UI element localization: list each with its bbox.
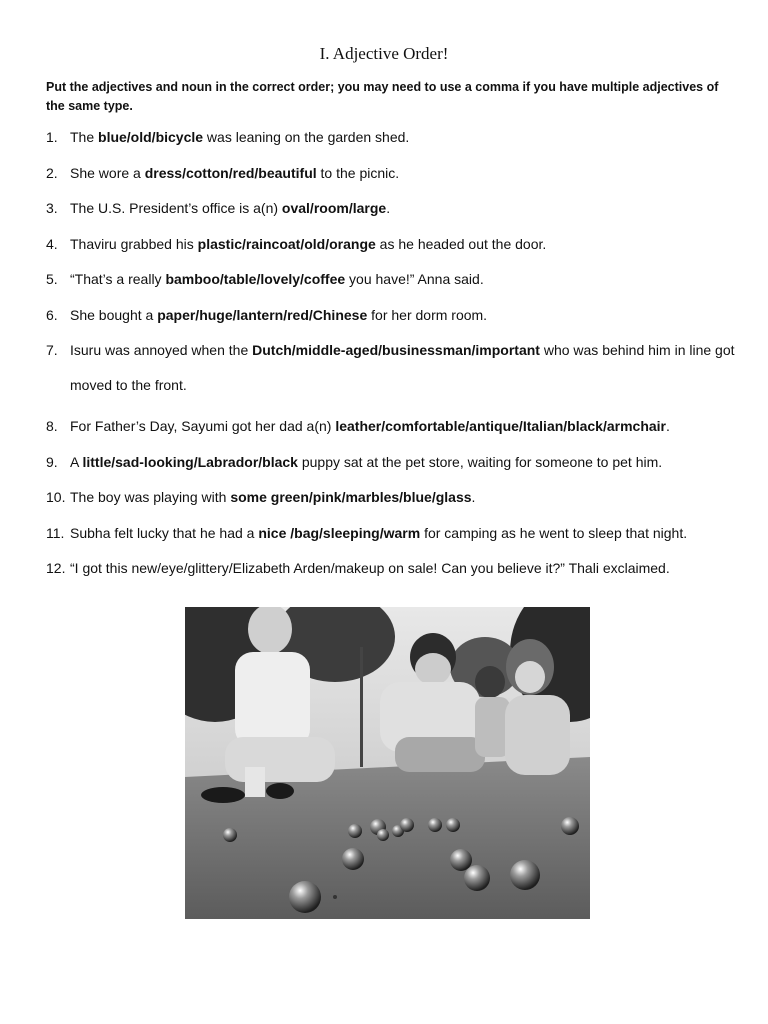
sentence-text: . xyxy=(386,200,391,216)
exercise-sentence xyxy=(70,555,736,581)
sentence-text: The xyxy=(70,129,99,145)
exercise-sentence xyxy=(70,302,736,328)
exercise-item xyxy=(46,195,736,221)
exercise-number: 10. xyxy=(46,489,66,505)
sentence-text: to the picnic. xyxy=(316,164,400,181)
exercise-list xyxy=(46,124,736,591)
worksheet-title: I. Adjective Order! xyxy=(319,44,449,63)
exercise-number: 1. xyxy=(46,129,58,145)
sentence-text: was leaning on the garden shed. xyxy=(203,129,410,145)
adjective-group: paper/huge/lantern/red/Chinese xyxy=(157,306,368,323)
sentence-text: who was behind him in line got moved to the front. xyxy=(70,341,735,393)
instructions-text: Put the adjectives and noun in the correct order; you may need to use a comma if you have multiple adjectives of the same type. xyxy=(46,80,719,113)
exercise-item xyxy=(46,413,736,439)
sentence-text: A xyxy=(70,453,83,470)
sentence-text: “That’s a really xyxy=(70,271,166,287)
exercise-item xyxy=(46,124,736,150)
exercise-number: 12. xyxy=(46,560,66,576)
adjective-group: blue/old/bicycle xyxy=(98,129,204,145)
sentence-text: Isuru was annoyed when the xyxy=(70,341,253,358)
exercise-sentence xyxy=(70,333,736,404)
exercise-number: 7. xyxy=(46,342,58,358)
sentence-text: Subha felt lucky that he had a xyxy=(70,524,259,541)
exercise-sentence xyxy=(70,413,736,439)
exercise-number: 8. xyxy=(46,418,58,434)
exercise-number: 3. xyxy=(46,200,58,216)
sentence-text: She wore a xyxy=(70,164,145,181)
sentence-text: puppy sat at the pet store, waiting for someone to pet him. xyxy=(297,453,663,470)
children-playing-marbles-photo xyxy=(185,607,590,919)
exercise-number: 4. xyxy=(46,235,58,252)
adjective-group: oval/room/large xyxy=(281,200,387,216)
sentence-text: Thaviru grabbed his xyxy=(70,235,198,252)
adjective-group: nice /bag/sleeping/warm xyxy=(258,524,421,541)
sentence-text: . xyxy=(471,489,476,505)
adjective-group: leather/comfortable/antique/Italian/black/armchair xyxy=(335,418,667,434)
adjective-group: Dutch/middle-aged/businessman/important xyxy=(252,341,540,358)
exercise-item xyxy=(46,484,736,510)
sentence-text: For Father’s Day, Sayumi got her dad a(n) xyxy=(70,418,336,434)
sentence-text: . xyxy=(666,418,670,434)
exercise-item xyxy=(46,302,736,328)
exercise-item xyxy=(46,555,736,581)
adjective-group: plastic/raincoat/old/orange xyxy=(197,235,376,252)
sentence-text: for her dorm room. xyxy=(367,306,488,323)
sentence-text: She bought a xyxy=(70,306,158,323)
exercise-sentence xyxy=(70,520,736,546)
exercise-item xyxy=(46,449,736,475)
sentence-text: as he headed out the door. xyxy=(375,235,547,252)
exercise-item xyxy=(46,520,736,546)
sentence-text: The U.S. President’s office is a(n) xyxy=(70,200,282,216)
sentence-text: The boy was playing with xyxy=(70,489,231,505)
exercise-item xyxy=(46,231,736,257)
exercise-item xyxy=(46,160,736,186)
exercise-sentence xyxy=(70,195,736,221)
exercise-item xyxy=(46,266,736,292)
sentence-text: for camping as he went to sleep that night. xyxy=(420,524,688,541)
exercise-sentence xyxy=(70,266,736,292)
exercise-sentence xyxy=(70,160,736,186)
exercise-sentence xyxy=(70,484,736,510)
adjective-group: little/sad-looking/Labrador/black xyxy=(82,453,298,470)
adjective-group: bamboo/table/lovely/coffee xyxy=(165,271,346,287)
adjective-group: some green/pink/marbles/blue/glass xyxy=(230,489,472,505)
exercise-number: 11. xyxy=(46,524,65,541)
exercise-number: 9. xyxy=(46,453,58,470)
sentence-text: you have!” Anna said. xyxy=(345,271,484,287)
exercise-sentence xyxy=(70,231,736,257)
exercise-number: 2. xyxy=(46,164,58,181)
exercise-number: 5. xyxy=(46,271,58,287)
exercise-item xyxy=(46,337,736,404)
exercise-sentence xyxy=(70,124,736,150)
exercise-sentence xyxy=(70,449,736,475)
exercise-number: 6. xyxy=(46,306,58,323)
adjective-group: dress/cotton/red/beautiful xyxy=(144,164,317,181)
sentence-text: “I got this new/eye/glittery/Elizabeth Arden/makeup on sale! Can you believe it?” Thali exclaimed. xyxy=(70,560,670,576)
